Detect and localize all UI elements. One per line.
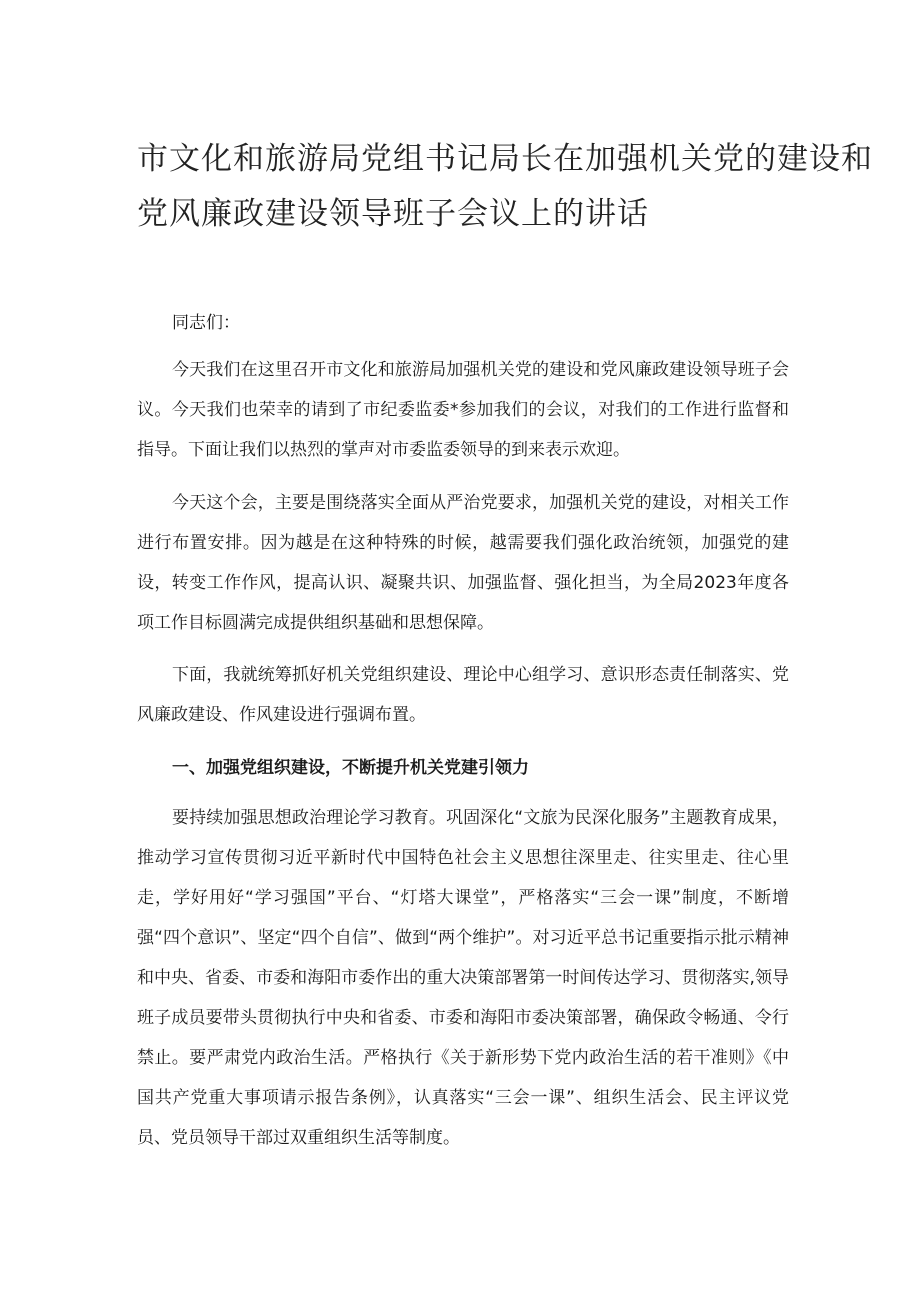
paragraph-4: 要持续加强思想政治理论学习教育。巩固深化“文旅为民深化服务”主题教育成果，推动学习宣传贯彻习近平新时代中国特色社会主义思想往深里走、往实里走、往心里走，学好用好“学习强国”平台、“灯塔大课堂”，严格落实“三会一课”制度，不断增强“四个意识”、坚定“四个自信”、做到“两个维护”。对习近平总书记重要指示批示精神和中央、省委、市委和海阳市委作出的重大决策部署第一时间传达学习、贯彻落实,领导班子成员要带头贯彻执行中央和省委、市委和海阳市委决策部署，确保政令畅通、令行禁止。要严肃党内政治生活。严格执行《关于新形势下党内政治生活的若干准则》《中国共产党重大事项请示报告条例》，认真落实“三会一课”、组织生活会、民主评议党员、党员领导干部过双重组织生活等制度。 <box>137 808 789 1148</box>
title-line-2: 党风廉政建设领导班子会议上的讲话 <box>137 196 649 232</box>
document-title <box>0 132 920 242</box>
paragraph-1: 今天我们在这里召开市文化和旅游局加强机关党的建设和党风廉政建设领导班子会议。今天我们也荣幸的请到了市纪委监委*参加我们的会议，对我们的工作进行监督和指导。下面让我们以热烈的掌声对市委监委领导的到来表示欢迎。 <box>137 360 789 460</box>
paragraph-block-1 <box>137 350 789 470</box>
paragraph-block-4 <box>137 798 789 1158</box>
greeting: 同志们： <box>172 313 240 333</box>
paragraph-block-2 <box>137 483 789 643</box>
paragraph-2: 今天这个会，主要是围绕落实全面从严治党要求，加强机关党的建设，对相关工作进行布置安排。因为越是在这种特殊的时候，越需要我们强化政治统领，加强党的建设，转变工作作风，提高认识、凝聚共识、加强监督、强化担当，为全局2023年度各项工作目标圆满完成提供组织基础和思想保障。 <box>137 493 789 633</box>
paragraph-block-3 <box>137 655 789 735</box>
title-line-1: 市文化和旅游局党组书记局长在加强机关党的建设和 <box>137 141 873 177</box>
paragraph-3: 下面，我就统筹抓好机关党组织建设、理论中心组学习、意识形态责任制落实、党风廉政建设、作风建设进行强调布置。 <box>137 665 789 725</box>
section-heading-1: 一、加强党组织建设，不断提升机关党建引领力 <box>172 758 529 778</box>
greeting-block <box>137 303 789 343</box>
section-heading-block <box>137 748 789 788</box>
